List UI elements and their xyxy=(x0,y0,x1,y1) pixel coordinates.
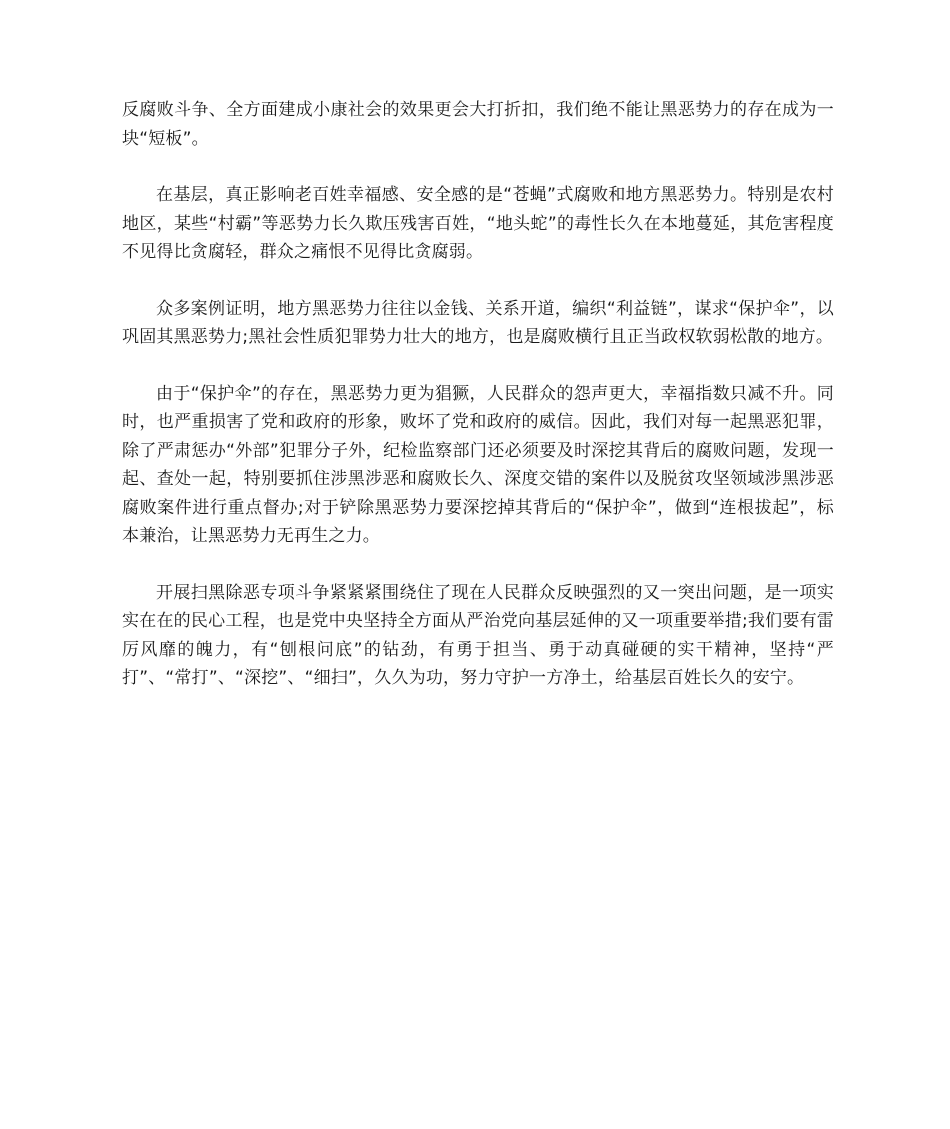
document-body xyxy=(122,96,834,721)
paragraph-3: 众多案例证明，地方黑恶势力往往以金钱、关系开道，编织“利益链”，谋求“保护伞”，以巩固其黑恶势力;黑社会性质犯罪势力壮大的地方，也是腐败横行且正当政权软弱松散的地方。 xyxy=(122,298,834,347)
paragraph-2: 在基层，真正影响老百姓幸福感、安全感的是“苍蝇”式腐败和地方黑恶势力。特别是农村地区，某些“村霸”等恶势力长久欺压残害百姓，“地头蛇”的毒性长久在本地蔓延，其危害程度不见得比贪腐轻，群众之痛恨不见得比贪腐弱。 xyxy=(122,185,834,262)
paragraph-5: 开展扫黑除恶专项斗争紧紧紧围绕住了现在人民群众反映强烈的又一突出问题，是一项实实在在的民心工程，也是党中央坚持全方面从严治党向基层延伸的又一项重要举措;我们要有雷厉风靡的魄力，有“刨根问底”的钻劲，有勇于担当、勇于动真碰硬的实干精神，坚持“严打”、“常打”、“深挖”、“细扫”，久久为功，努力守护一方净土，给基层百姓长久的安宁。 xyxy=(122,582,834,688)
paragraph-4: 由于“保护伞”的存在，黑恶势力更为猖獗，人民群众的怨声更大，幸福指数只减不升。同时，也严重损害了党和政府的形象，败坏了党和政府的威信。因此，我们对每一起黑恶犯罪，除了严肃惩办“外部”犯罪分子外，纪检监察部门还必须要及时深挖其背后的腐败问题，发现一起、查处一起，特别要抓住涉黑涉恶和腐败长久、深度交错的案件以及脱贫攻坚领域涉黑涉恶腐败案件进行重点督办;对于铲除黑恶势力要深挖掉其背后的“保护伞”，做到“连根拔起”，标本兼治，让黑恶势力无再生之力。 xyxy=(122,383,834,546)
paragraph-1: 反腐败斗争、全方面建成小康社会的效果更会大打折扣，我们绝不能让黑恶势力的存在成为一块“短板”。 xyxy=(122,100,834,149)
